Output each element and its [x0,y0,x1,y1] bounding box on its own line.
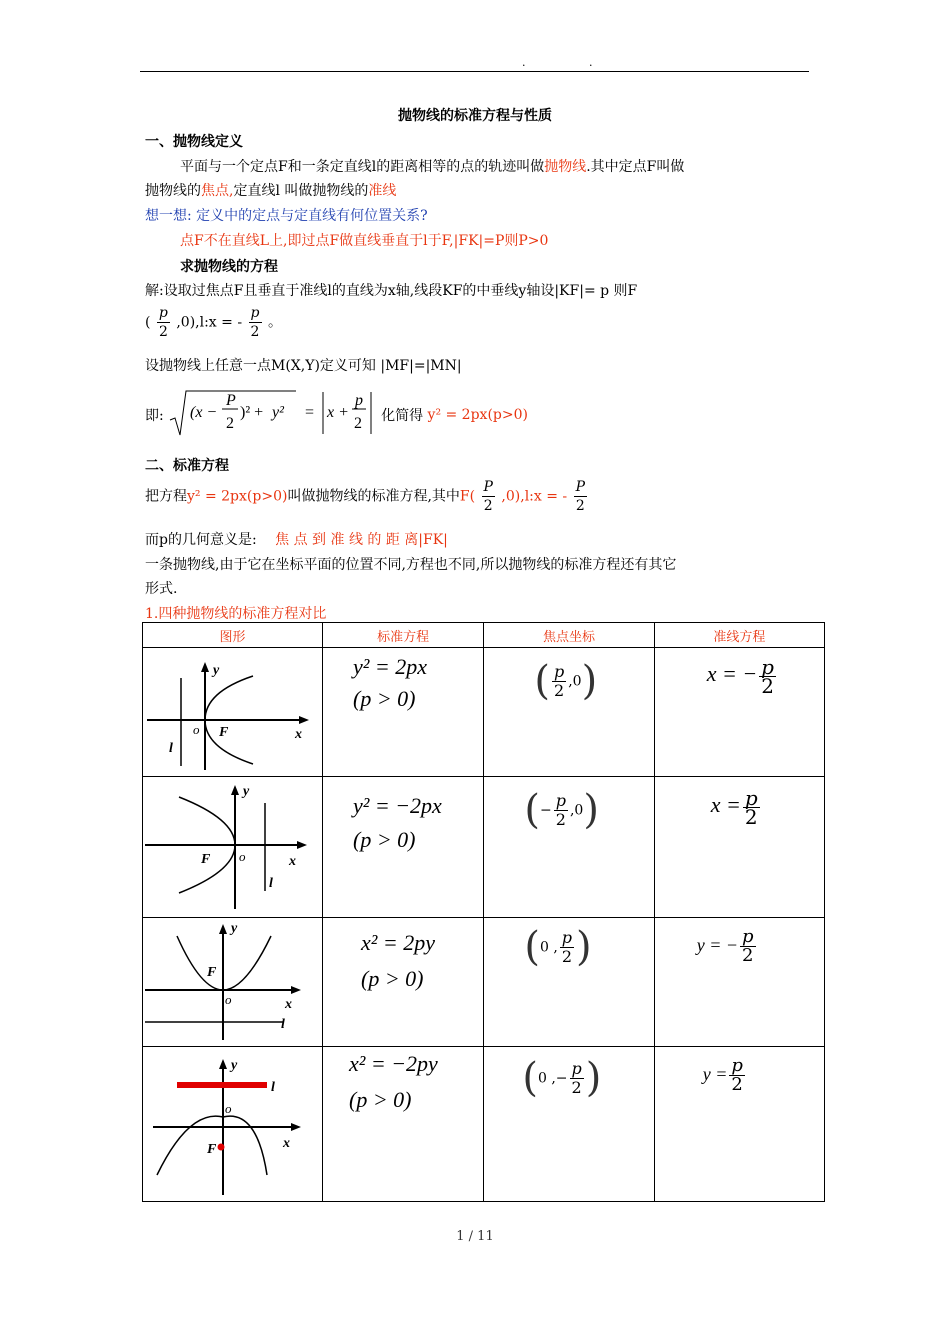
svg-text:P: P [226,392,236,409]
graph-up-opening [143,918,322,1042]
directrix-cell [654,918,824,1047]
sqrt-expression [168,388,298,442]
page-number: 1 / 11 [456,1229,494,1244]
svg-text:)² +: )² + [240,404,264,421]
result-equation: y² = 2px(p>0) [427,407,528,423]
graph-right-opening [143,648,322,772]
graph-cell [143,1047,323,1202]
axis-label-y: y [231,1058,238,1073]
origin-label: o [239,849,246,864]
table-row [143,777,825,918]
svg-text:y²: y² [272,404,285,421]
axis-label-y: y [243,784,250,799]
header-focus: 焦点坐标 [484,623,654,648]
focus-coordinate: (− $\frac{p}{2}$ ,0) [524,787,599,833]
fraction-p-2: $\frac{p}{2}$ [761,655,774,698]
abs-expression [303,388,377,442]
equation-cell [323,648,484,777]
directrix-cell [654,777,824,918]
condition-text: (p > 0) [361,966,424,991]
table-row [143,1047,825,1202]
fraction-p-2: $\frac{p}{2}$ [250,305,260,340]
solve-line-2 [145,304,282,341]
graph-cell [143,777,323,918]
equation-text: x² = 2py [361,930,435,955]
table-row [143,648,825,777]
definition-line-1 [180,156,684,176]
std-text: 把方程 [145,488,187,505]
directrix-label: l [269,876,273,891]
table-header-row [143,623,825,648]
meaning-text: 而p的几何意义是: [145,532,257,548]
directrix-equation: x = $\frac{p}{2}$ [710,786,758,829]
comparison-table [142,622,825,1202]
condition-text: (p > 0) [349,1087,412,1112]
axis-label-x: x [285,997,292,1012]
directrix-label: l [271,1080,275,1095]
std-directrix: ,0),l:x = - [501,488,568,505]
fraction-P-2: $\frac{P}{2}$ [575,479,586,514]
fraction-p-2: $\frac{p}{2}$ [731,1055,743,1095]
graph-cell [143,918,323,1047]
directrix-label: l [169,741,173,756]
header-rule [140,71,809,72]
graph-down-opening [143,1047,322,1197]
fraction-p-2: $\frac{p}{2}$ [555,790,566,829]
page-title: 抛物线的标准方程与性质 [398,108,552,124]
sub-heading-equation: 求抛物线的方程 [180,259,278,275]
directrix-equation: y = $\frac{p}{2}$ [702,1055,743,1095]
equation-cell [323,1047,484,1202]
axis-label-x: x [289,854,296,869]
ji-label: 即: [145,408,164,424]
table-title: 1.四种抛物线的标准方程对比 [145,606,327,622]
section-2-heading: 二、标准方程 [145,458,229,474]
origin-label: o [225,1101,232,1116]
definition-text: 抛物线的 [145,183,201,199]
axis-label-y: y [213,663,220,678]
condition-text: (p > 0) [353,827,416,852]
header-dots: . . [522,56,623,69]
svg-text:p: p [354,392,363,409]
equation-text: y² = −2px [353,793,442,818]
axis-label-x: x [295,727,302,742]
fraction-P-2: $\frac{P}{2}$ [483,479,493,514]
focus-coordinate: (0 ,− $\frac{p}{2}$ ) [522,1055,602,1101]
condition-text: (p > 0) [353,686,416,711]
meaning-line [145,529,448,549]
definition-text: 平面与一个定点F和一条定直线l的距离相等的点的轨迹叫做 [180,159,545,175]
focus-label: F [207,965,217,980]
graph-cell [143,648,323,777]
standard-equation-line [145,478,589,515]
focus-coordinate: (0 , $\frac{p}{2}$ ) [524,924,592,970]
directrix-cell [654,648,824,777]
meaning-answer: 焦 点 到 准 线 的 距 离|FK| [275,532,448,548]
focus-coordinate: ( $\frac{p}{2}$ ,0) [534,658,598,704]
origin-label: o [193,722,200,737]
focus-cell [484,918,654,1047]
header-equation: 标准方程 [323,623,484,648]
directrix-equation: x = − $\frac{p}{2}$ [706,655,774,698]
distance-equation [145,388,528,442]
focus-label: F [207,1142,217,1157]
focus-label: F [201,852,211,867]
directrix-equation: y = − $\frac{p}{2}$ [696,926,754,966]
fraction-p-2: $\frac{p}{2}$ [744,786,758,829]
fraction-p-2: $\frac{p}{2}$ [742,926,754,966]
definition-text: .其中定点F叫做 [586,159,685,175]
equation-cell [323,918,484,1047]
equation-cell [323,777,484,918]
paren-text: ( [145,314,151,331]
fraction-p-2: $\frac{p}{2}$ [571,1058,582,1097]
header-directrix: 准线方程 [654,623,824,648]
svg-text:2: 2 [226,415,235,432]
term-parabola: 抛物线 [544,159,587,175]
directrix-cell [654,1047,824,1202]
focus-cell [484,1047,654,1202]
paragraph-line-1: 一条抛物线,由于它在坐标平面的位置不同,方程也不同,所以抛物线的标准方程还有其它 [145,557,677,573]
equation-text: x² = −2py [349,1051,438,1076]
term-directrix: 准线 [368,183,397,199]
svg-text:2: 2 [353,415,362,432]
equation-text: y² = 2px [353,654,427,679]
svg-text:x +: x + [326,404,349,421]
std-equation: y² = 2px(p>0) [187,488,288,505]
focus-cell [484,648,654,777]
svg-text:(x −: (x − [190,404,218,421]
paragraph-line-2: 形式. [145,581,178,597]
section-1-heading: 一、抛物线定义 [145,134,243,150]
fraction-p-2: $\frac{p}{2}$ [561,927,573,966]
period: 。 [267,314,282,331]
std-text: 叫做抛物线的标准方程,其中 [287,488,460,505]
simplify-label: 化简得 [381,408,424,424]
fraction-p-2: $\frac{p}{2}$ [158,305,168,340]
definition-line-2 [145,180,396,200]
directrix-label: l [281,1017,285,1032]
table-row [143,918,825,1047]
axis-label-y: y [231,921,238,936]
header-graph: 图形 [143,623,323,648]
svg-text:=: = [304,404,314,421]
fraction-p-2: $\frac{p}{2}$ [553,661,565,700]
think-question: 想一想: 定义中的定点与定直线有何位置关系? [145,208,428,224]
axis-label-x: x [283,1136,290,1151]
focus-label: F [219,725,229,740]
origin-label: o [225,992,232,1007]
term-focus: 焦点, [201,183,234,199]
definition-text: 定直线l 叫做抛物线的 [233,183,369,199]
point-line: 设抛物线上任意一点M(X,Y)定义可知 |MF|=|MN| [145,358,462,374]
solve-text: ,0),l:x = - [176,314,243,331]
focus-cell [484,777,654,918]
std-focus: F( [459,488,476,505]
solve-line: 解:设取过焦点F且垂直于准线l的直线为x轴,线段KF的中垂线y轴设|KF|= p 则F [145,283,638,299]
graph-left-opening [143,777,322,913]
think-answer: 点F不在直线L上,即过点F做直线垂直于l于F,|FK|=P则P>0 [180,233,549,249]
